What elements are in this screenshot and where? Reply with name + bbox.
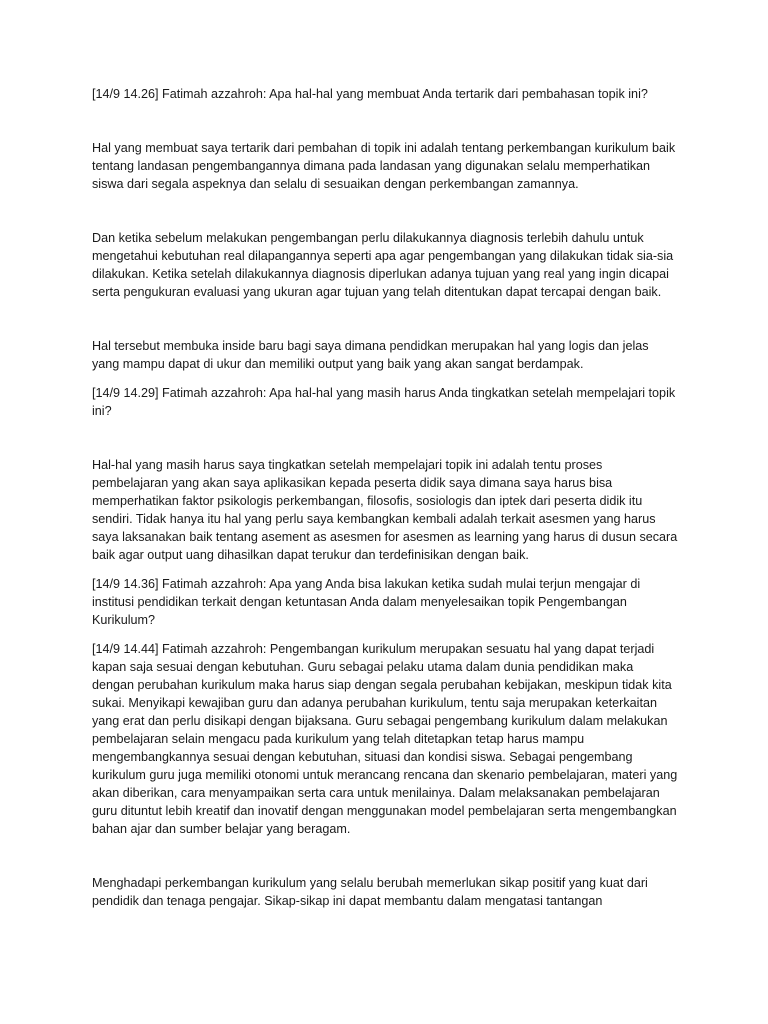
answer-1-paragraph-3: Hal tersebut membuka inside baru bagi saya dimana pendidkan merupakan hal yang logis dan jelas yang mampu dapat di ukur dan memiliki output yang baik yang akan sangat berdampak. bbox=[92, 339, 649, 371]
answer-3: [14/9 14.44] Fatimah azzahroh: Pengembangan kurikulum merupakan sesuatu hal yang dapat terjadi kapan saja sesuai dengan kebutuhan. Guru sebagai pelaku utama dalam dunia pendidikan maka dengan perubahan kurikulum maka harus siap dengan segala perubahan kebijakan, meskipun tidak kita sukai. Menyikapi kewajiban guru dan adanya perubahan kurikulum, tentu saja merupakan keterkaitan yang erat dan perlu disikapi dengan bijaksana. Guru sebagai pengembang kurikulum dalam melakukan pembelajaran selain mengacu pada kurikulum yang telah ditetapkan tetap harus mampu mengembangkannya sesuai dengan kebutuhan, situasi dan kondisi siswa. Sebagai pengembang kurikulum guru juga memiliki otonomi untuk merancang rencana dan skenario pembelajaran, materi yang akan diberikan, cara menyampaikan serta cara untuk menilainya. Dalam melaksanakan pembelajaran guru dituntut lebih kreatif dan inovatif dengan menggunakan model pembelajaran serta mengembangkan bahan ajar dan sumber belajar yang beragam. bbox=[92, 642, 678, 836]
answer-1-paragraph-2: Dan ketika sebelum melakukan pengembangan perlu dilakukannya diagnosis terlebih dahulu untuk mengetahui kebutuhan real dilapangannya seperti apa agar pengembangan yang dilakukan tidak sia-sia dilakukan. Ketika setelah dilakukannya diagnosis diperlukan adanya tujuan yang real yang ingin dicapai serta pengukuran evaluasi yang ukuran agar tujuan yang telah ditentukan dapat tercapai dengan baik. bbox=[92, 231, 674, 299]
question-2: [14/9 14.29] Fatimah azzahroh: Apa hal-hal yang masih harus Anda tingkatkan setelah mempelajari topik ini? bbox=[92, 386, 676, 418]
answer-1-paragraph-1: Hal yang membuat saya tertarik dari pembahan di topik ini adalah tentang perkembangan kurikulum baik tentang landasan pengembangannya dimana pada landasan yang digunakan selalu memperhatikan siswa dari segala aspeknya dan selalu di sesuaikan dengan perkembangan zamannya. bbox=[92, 141, 676, 191]
question-1: [14/9 14.26] Fatimah azzahroh: Apa hal-hal yang membuat Anda tertarik dari pembahasan topik ini? bbox=[92, 87, 648, 101]
closing-paragraph: Menghadapi perkembangan kurikulum yang selalu berubah memerlukan sikap positif yang kuat dari pendidik dan tenaga pengajar. Sikap-sikap ini dapat membantu dalam mengatasi tantangan bbox=[92, 876, 648, 908]
answer-2: Hal-hal yang masih harus saya tingkatkan setelah mempelajari topik ini adalah tentu proses pembelajaran yang akan saya aplikasikan kepada peserta didik saya dimana saya harus bisa memperhatikan faktor psikologis perkembangan, filosofis, sosiologis dan iptek dari peserta didik itu sendiri. Tidak hanya itu hal yang perlu saya kembangkan kembali adalah terkait asesmen yang harus saya laksanakan baik tentang asement as asesmen for asesmen as learning yang harus di dusun secara baik agar output uang dihasilkan dapat terukur dan terdefinisikan dengan baik. bbox=[92, 458, 678, 562]
question-3: [14/9 14.36] Fatimah azzahroh: Apa yang Anda bisa lakukan ketika sudah mulai terjun mengajar di institusi pendidikan terkait dengan ketuntasan Anda dalam menyelesaikan topik Pengembangan Kurikulum? bbox=[92, 577, 641, 627]
